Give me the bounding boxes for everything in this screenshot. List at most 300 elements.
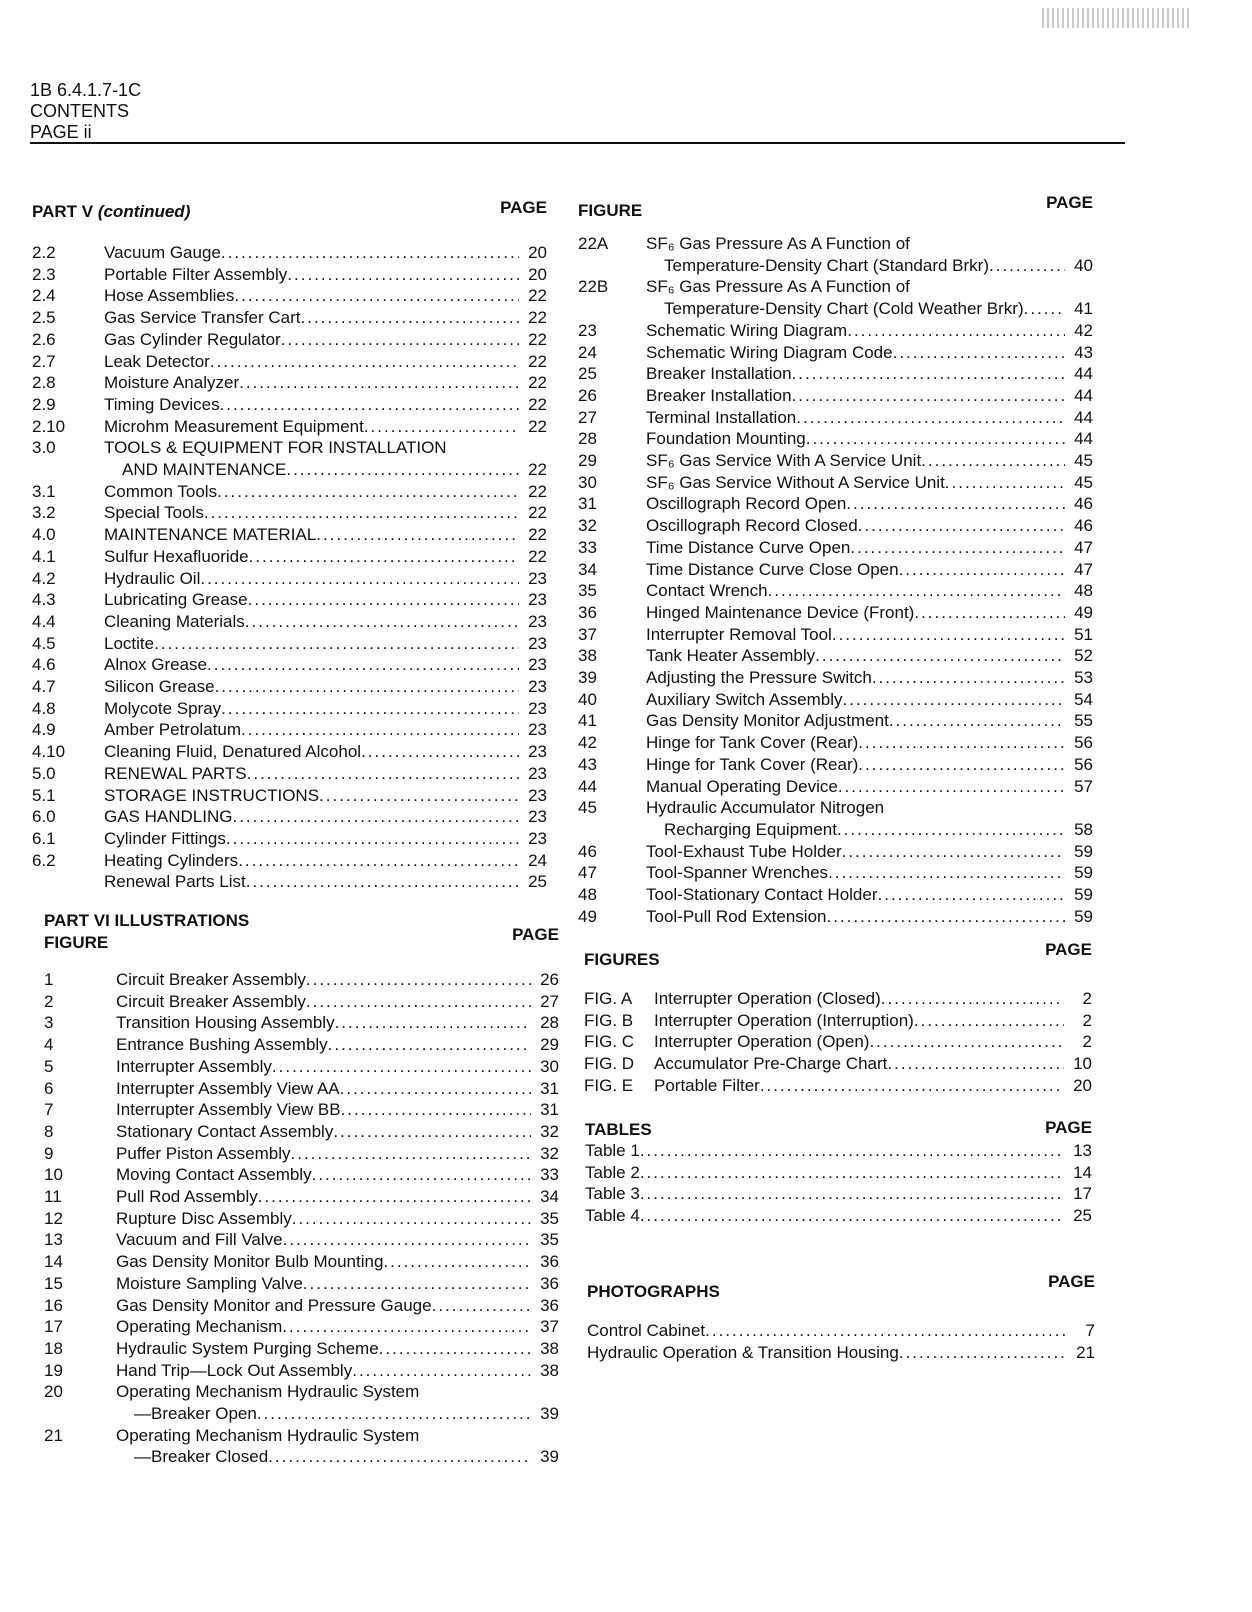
toc-entry	[578, 537, 1093, 559]
toc-entry	[32, 437, 547, 459]
entry-number: FIG. D	[584, 1054, 635, 1074]
toc-entry	[44, 1143, 559, 1165]
entry-title: Interrupter Assembly	[116, 1056, 272, 1076]
toc-entry	[578, 428, 1093, 450]
dot-leader	[282, 1316, 531, 1338]
entry-page: 23	[528, 785, 547, 805]
entry-page: 22	[528, 546, 547, 566]
dot-leader	[221, 242, 519, 264]
toc-entry	[32, 329, 547, 351]
entry-title: Common Tools	[104, 481, 218, 501]
entry-title: Puffer Piston Assembly	[116, 1143, 291, 1163]
toc-entry	[578, 862, 1093, 884]
entry-title: Cleaning Materials	[104, 611, 245, 631]
entry-title: Gas Cylinder Regulator	[104, 329, 281, 349]
entry-number: 12	[44, 1208, 63, 1228]
entry-number: 30	[578, 472, 597, 492]
toc-entry	[32, 633, 547, 655]
entry-number: 37	[578, 624, 597, 644]
entry-title: Hydraulic System Purging Scheme	[116, 1338, 379, 1358]
entry-page: 13	[1073, 1141, 1092, 1160]
entry-page: 22	[528, 329, 547, 349]
toc-entry	[32, 871, 547, 893]
dot-leader	[319, 785, 519, 807]
toc-entry	[578, 385, 1093, 407]
dot-leader	[258, 1186, 531, 1208]
entry-title: Interrupter Removal Tool	[646, 624, 832, 644]
figure-list	[578, 233, 1093, 928]
entry-page: 31	[540, 1078, 559, 1098]
entry-title: SF₆ Gas Pressure As A Function of	[646, 277, 910, 297]
entry-page: 45	[1074, 451, 1093, 471]
entry-page: 44	[1074, 385, 1093, 405]
dot-leader	[869, 1031, 1064, 1053]
entry-page: 44	[1074, 407, 1093, 427]
figure-label: FIGURE	[44, 933, 109, 952]
entry-number: 6.2	[32, 850, 56, 870]
entry-title: Portable Filter	[654, 1075, 760, 1095]
dot-leader	[850, 537, 1065, 559]
dot-leader	[306, 991, 531, 1013]
figure-list-section	[578, 193, 1093, 928]
entry-number: 31	[578, 494, 597, 514]
figures-list	[584, 988, 1092, 1097]
entry-page: 35	[540, 1230, 559, 1250]
toc-entry	[44, 1164, 559, 1186]
entry-page: 2	[1082, 989, 1092, 1008]
entry-number: 49	[578, 906, 597, 926]
entry-number: 2.7	[32, 351, 56, 371]
toc-entry	[578, 363, 1093, 385]
entry-number: FIG. B	[584, 1010, 634, 1030]
entry-title: Gas Density Monitor Bulb Mounting	[116, 1252, 384, 1272]
entry-number	[578, 819, 646, 841]
entry-page: 22	[528, 416, 547, 436]
entry-number: 23	[578, 320, 597, 340]
toc-entry	[44, 1099, 559, 1121]
dot-leader	[760, 1075, 1064, 1097]
entry-number: 47	[578, 863, 597, 883]
entry-number: 4.1	[32, 546, 56, 566]
toc-entry	[578, 602, 1093, 624]
entry-title: Rupture Disc Assembly	[116, 1208, 292, 1228]
dot-leader	[914, 602, 1065, 624]
entry-title: Schematic Wiring Diagram Code	[646, 342, 893, 362]
entry-number: 2.4	[32, 286, 56, 306]
dot-leader	[221, 698, 519, 720]
toc-entry	[584, 1031, 1092, 1053]
entry-page: 22	[528, 286, 547, 306]
dot-leader	[286, 459, 519, 481]
toc-entry	[32, 763, 547, 785]
entry-title: Entrance Bushing Assembly	[116, 1035, 328, 1055]
entry-title: Interrupter Operation (Open)	[654, 1032, 870, 1052]
entry-page: 39	[540, 1404, 559, 1424]
entry-title: Hydraulic Accumulator Nitrogen	[646, 798, 885, 818]
entry-page: 25	[528, 872, 547, 892]
entry-page: 48	[1074, 581, 1093, 601]
entry-title: Hand Trip—Lock Out Assembly	[116, 1360, 353, 1380]
toc-entry	[578, 884, 1093, 906]
dot-leader	[846, 493, 1065, 515]
toc-entry	[44, 1360, 559, 1382]
dot-leader	[248, 589, 519, 611]
dot-leader	[241, 719, 519, 741]
entry-title: Transition Housing Assembly	[116, 1013, 335, 1033]
entry-number	[578, 298, 646, 320]
tables-section	[585, 1118, 1092, 1227]
entry-page: 38	[540, 1338, 559, 1358]
part-v-section	[32, 198, 547, 893]
toc-entry	[578, 320, 1093, 342]
toc-entry	[44, 1251, 559, 1273]
page-label: PAGE	[500, 198, 547, 217]
entry-number: 46	[578, 841, 597, 861]
toc-entry	[44, 1034, 559, 1056]
entry-page: 17	[1073, 1184, 1092, 1204]
toc-entry	[32, 806, 547, 828]
toc-entry	[578, 450, 1093, 472]
toc-entry	[578, 255, 1093, 277]
entry-page: 59	[1074, 841, 1093, 861]
entry-page: 20	[528, 264, 547, 284]
entry-number: 4.5	[32, 633, 56, 653]
dot-leader	[843, 689, 1065, 711]
entry-title: Moisture Sampling Valve	[116, 1273, 303, 1293]
part-v-continued: (continued)	[97, 202, 191, 221]
entry-number: FIG. C	[584, 1032, 635, 1052]
part-v-list	[32, 242, 547, 893]
entry-title: Foundation Mounting	[646, 429, 806, 449]
toc-entry	[32, 741, 547, 763]
toc-entry	[32, 394, 547, 416]
dot-leader	[247, 763, 519, 785]
toc-entry	[578, 276, 1093, 298]
entry-title: Interrupter Operation (Closed)	[654, 989, 881, 1008]
entry-number: 6.0	[32, 807, 56, 827]
entry-page	[1065, 276, 1093, 298]
entry-page: 56	[1074, 733, 1093, 753]
entry-page: 21	[1076, 1342, 1095, 1362]
toc-entry	[578, 906, 1093, 928]
entry-title: Loctite	[104, 633, 155, 653]
entry-number: 27	[578, 407, 597, 427]
toc-entry	[578, 298, 1093, 320]
toc-entry	[32, 719, 547, 741]
dot-leader	[872, 667, 1065, 689]
entry-title: Portable Filter Assembly	[104, 264, 288, 284]
entry-number: 21	[44, 1425, 63, 1445]
entry-number: 16	[44, 1295, 63, 1315]
dot-leader	[154, 633, 519, 655]
entry-title: Hinge for Tank Cover (Rear)	[646, 733, 859, 753]
toc-entry	[587, 1342, 1095, 1364]
entry-title: —Breaker Open	[134, 1404, 257, 1424]
entry-number	[32, 459, 104, 481]
entry-page: 42	[1074, 320, 1093, 340]
toc-entry	[578, 732, 1093, 754]
entry-page: 22	[528, 525, 547, 545]
toc-entry	[44, 1425, 559, 1447]
entry-number: 2.3	[32, 264, 56, 284]
entry-title: —Breaker Closed	[134, 1447, 269, 1467]
dot-leader	[419, 1425, 531, 1447]
dot-leader	[910, 233, 1065, 255]
entry-number: 2	[44, 991, 54, 1011]
dot-leader	[281, 329, 519, 351]
entry-page: 36	[540, 1252, 559, 1272]
entry-page: 22	[528, 373, 547, 393]
document-page: PAGE ii	[30, 122, 92, 142]
dot-leader	[238, 850, 519, 872]
entry-page: 34	[540, 1187, 559, 1207]
entry-number: FIG. A	[584, 989, 633, 1008]
entry-page: 23	[528, 698, 547, 718]
dot-leader	[705, 1320, 1067, 1342]
part-vi-list	[44, 969, 559, 1468]
entry-number: 4.8	[32, 698, 56, 718]
dot-leader	[899, 1342, 1067, 1364]
entry-page: 44	[1074, 429, 1093, 449]
toc-entry	[32, 307, 547, 329]
entry-number: 42	[578, 733, 597, 753]
entry-title: Table 1	[585, 1141, 640, 1160]
entry-number: 4.2	[32, 568, 56, 588]
entry-page: 30	[540, 1056, 559, 1076]
entry-page: 22	[528, 460, 547, 480]
entry-number: 24	[578, 342, 597, 362]
entry-title: Pull Rod Assembly	[116, 1187, 258, 1207]
document-number: 1B 6.4.1.7-1C	[30, 80, 142, 100]
toc-entry	[32, 850, 547, 872]
entry-title: Leak Detector	[104, 351, 210, 371]
toc-entry	[32, 589, 547, 611]
toc-entry	[32, 242, 547, 264]
part-v-title: PART V	[32, 202, 94, 221]
dot-leader	[881, 988, 1064, 1010]
page-label: PAGE	[1046, 193, 1093, 212]
figures-section	[584, 940, 1092, 1097]
entry-page: 28	[540, 1013, 559, 1033]
entry-number	[44, 1446, 116, 1468]
dot-leader	[858, 732, 1065, 754]
entry-number: 3.2	[32, 503, 56, 523]
entry-page	[531, 1381, 559, 1403]
figure-header	[578, 193, 1093, 223]
entry-page: 59	[1074, 906, 1093, 926]
entry-title: Microhm Measurement Equipment	[104, 416, 364, 436]
toc-entry	[32, 416, 547, 438]
entry-page: 45	[1074, 472, 1093, 492]
dot-leader	[878, 884, 1065, 906]
toc-entry	[585, 1140, 1092, 1162]
dot-leader	[283, 1229, 531, 1251]
toc-entry	[32, 524, 547, 546]
entry-page: 41	[1074, 299, 1093, 319]
entry-title: Circuit Breaker Assembly	[116, 991, 306, 1011]
entry-page: 20	[528, 243, 547, 262]
entry-page: 23	[528, 677, 547, 697]
toc-entry	[584, 1075, 1092, 1097]
entry-page: 36	[540, 1295, 559, 1315]
dot-leader	[234, 285, 519, 307]
entry-page: 33	[540, 1165, 559, 1185]
toc-entry	[44, 1316, 559, 1338]
dot-leader	[232, 806, 519, 828]
entry-title: Hose Assemblies	[104, 286, 235, 306]
entry-number: 4	[44, 1035, 54, 1055]
entry-title: Temperature-Density Chart (Cold Weather Brkr)	[664, 299, 1024, 319]
scan-noise	[1042, 8, 1192, 28]
toc-entry	[578, 754, 1093, 776]
part-vi-section	[44, 910, 559, 1468]
entry-number: 18	[44, 1338, 63, 1358]
toc-entry	[584, 988, 1092, 1010]
dot-leader	[220, 394, 519, 416]
toc-entry	[584, 1053, 1092, 1075]
toc-entry	[44, 969, 559, 991]
dot-leader	[257, 1403, 531, 1425]
entry-number: 43	[578, 754, 597, 774]
toc-entry	[44, 1078, 559, 1100]
toc-entry	[44, 1121, 559, 1143]
entry-number: 2.2	[32, 243, 56, 262]
dot-leader	[361, 741, 519, 763]
entry-title: Temperature-Density Chart (Standard Brkr)	[664, 255, 990, 275]
dot-leader	[889, 710, 1065, 732]
toc-entry	[578, 776, 1093, 798]
toc-entry	[44, 1295, 559, 1317]
toc-entry	[44, 1403, 559, 1425]
entry-page: 23	[528, 611, 547, 631]
entry-title: Silicon Grease	[104, 677, 215, 697]
entry-number: 29	[578, 451, 597, 471]
entry-page: 36	[540, 1273, 559, 1293]
entry-page: 24	[528, 850, 547, 870]
entry-title: Table 2	[585, 1162, 640, 1182]
toc-entry	[44, 1446, 559, 1468]
toc-entry	[578, 472, 1093, 494]
entry-page: 49	[1074, 602, 1093, 622]
document-header	[30, 80, 141, 143]
entry-page: 23	[528, 742, 547, 762]
entry-number: 3	[44, 1013, 54, 1033]
dot-leader	[447, 437, 519, 459]
entry-page: 39	[540, 1447, 559, 1467]
toc-entry	[578, 797, 1093, 819]
entry-title: TOOLS & EQUIPMENT FOR INSTALLATION	[104, 438, 447, 458]
entry-title: Terminal Installation	[646, 407, 797, 427]
entry-page: 25	[1073, 1206, 1092, 1226]
toc-entry	[578, 819, 1093, 841]
entry-page: 57	[1074, 776, 1093, 796]
tables-header	[585, 1118, 1092, 1140]
entry-title: Operating Mechanism Hydraulic System	[116, 1425, 420, 1445]
entry-number: 33	[578, 537, 597, 557]
entry-number: 6	[44, 1078, 54, 1098]
dot-leader	[858, 754, 1065, 776]
entry-number: 2.6	[32, 329, 56, 349]
entry-number: 25	[578, 364, 597, 384]
toc-entry	[578, 624, 1093, 646]
entry-page: 22	[528, 394, 547, 414]
entry-title: Lubricating Grease	[104, 590, 248, 610]
header-rule	[30, 142, 1125, 144]
toc-entry	[44, 1273, 559, 1295]
entry-page: 51	[1074, 624, 1093, 644]
entry-number: 34	[578, 559, 597, 579]
entry-number	[44, 1403, 116, 1425]
entry-number	[578, 255, 646, 277]
entry-page: 27	[540, 991, 559, 1011]
entry-page: 43	[1074, 342, 1093, 362]
dot-leader	[419, 1381, 531, 1403]
entry-title: Time Distance Curve Open	[646, 537, 851, 557]
entry-number: 45	[578, 798, 597, 818]
dot-leader	[287, 264, 519, 286]
toc-entry	[32, 676, 547, 698]
toc-entry	[44, 1229, 559, 1251]
entry-page: 23	[528, 590, 547, 610]
entry-title: Gas Density Monitor Adjustment	[646, 711, 889, 731]
entry-number: 9	[44, 1143, 54, 1163]
entry-page: 22	[528, 503, 547, 523]
photographs-section	[587, 1272, 1095, 1363]
entry-title: Table 4	[585, 1206, 640, 1226]
entry-number: 2.5	[32, 308, 56, 328]
dot-leader	[842, 841, 1065, 863]
toc-entry	[32, 785, 547, 807]
dot-leader	[352, 1360, 531, 1382]
toc-entry	[44, 1186, 559, 1208]
dot-leader	[910, 276, 1065, 298]
entry-number: 22A	[578, 234, 609, 253]
entry-page	[1065, 797, 1093, 819]
entry-number: 38	[578, 646, 597, 666]
dot-leader	[796, 407, 1065, 429]
entry-title: Contact Wrench	[646, 581, 768, 601]
toc-entry	[32, 264, 547, 286]
entry-number: FIG. E	[584, 1075, 634, 1095]
entry-title: Auxiliary Switch Assembly	[646, 689, 843, 709]
entry-page: 31	[540, 1100, 559, 1120]
dot-leader	[306, 969, 531, 991]
entry-page: 32	[540, 1121, 559, 1141]
entry-title: Interrupter Operation (Interruption)	[654, 1010, 914, 1030]
dot-leader	[884, 797, 1065, 819]
entry-title: Interrupter Assembly View AA	[116, 1078, 340, 1098]
entry-number: 26	[578, 385, 597, 405]
toc-entry	[32, 654, 547, 676]
entry-title: Molycote Spray	[104, 698, 222, 718]
entry-title: Timing Devices	[104, 394, 220, 414]
entry-page	[1065, 233, 1093, 255]
toc-entry	[578, 407, 1093, 429]
photographs-label: PHOTOGRAPHS	[587, 1282, 720, 1301]
entry-title: Breaker Installation	[646, 385, 792, 405]
entry-title: GAS HANDLING	[104, 807, 233, 827]
entry-title: Hydraulic Operation & Transition Housing	[587, 1342, 899, 1362]
entry-title: Operating Mechanism Hydraulic System	[116, 1382, 420, 1402]
toc-entry	[32, 698, 547, 720]
dot-leader	[215, 676, 519, 698]
dot-leader	[200, 568, 519, 590]
document-section: CONTENTS	[30, 101, 129, 121]
entry-number: 22B	[578, 277, 609, 297]
dot-leader	[432, 1295, 531, 1317]
entry-title: Tool-Spanner Wrenches	[646, 863, 829, 883]
toc-entry	[32, 285, 547, 307]
